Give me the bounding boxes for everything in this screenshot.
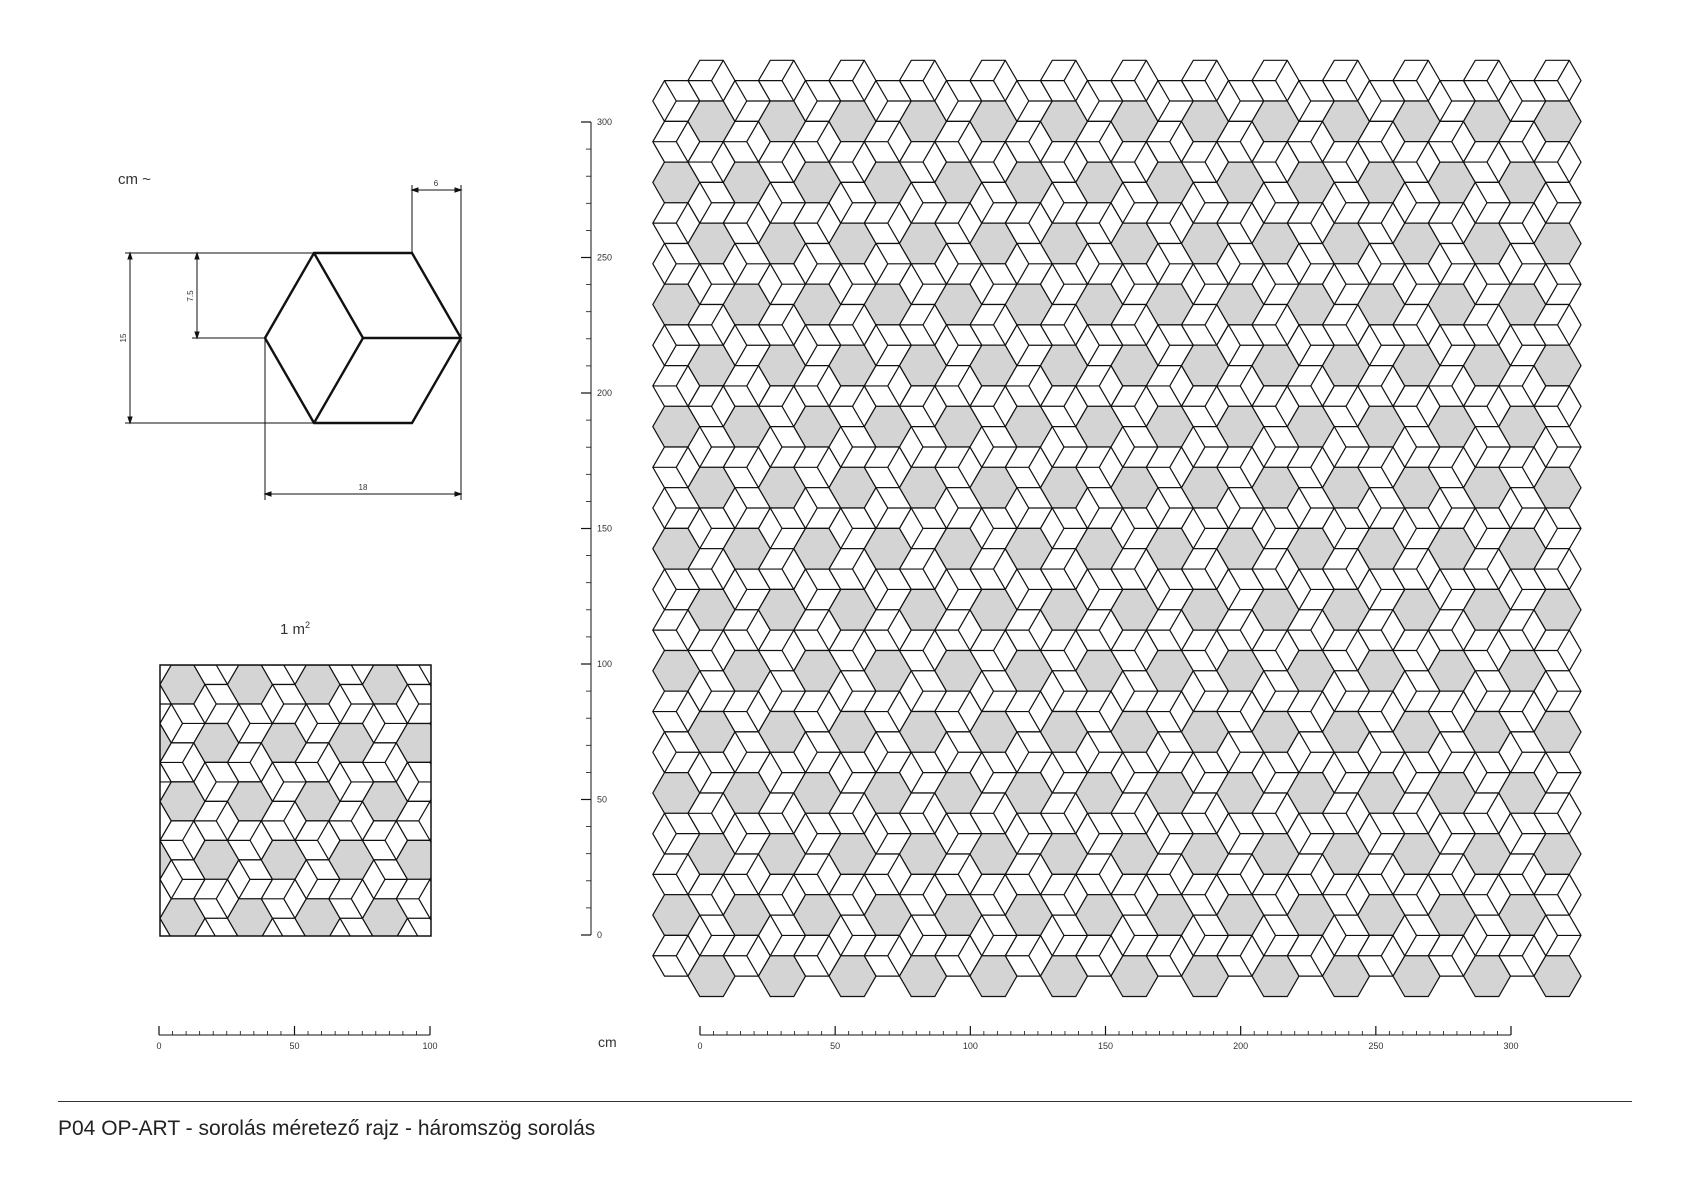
cube-outline (430, 938, 475, 977)
cube-edge (239, 646, 250, 665)
sample-square-tiling (126, 626, 475, 977)
cube-tile (160, 938, 205, 977)
footer-subtitle: - sorolás méretező rajz - háromszög sorolás (179, 1117, 596, 1140)
cube-edge (138, 704, 149, 723)
cube-edge (171, 938, 182, 957)
cube-tile (430, 626, 475, 665)
ruler-label: 150 (1097, 1041, 1114, 1051)
dimension-top-right (412, 185, 461, 338)
ruler-label: 50 (289, 1041, 300, 1051)
dim-label-height: 15 (119, 333, 128, 343)
area-exponent: 2 (305, 620, 311, 630)
cube-edge (149, 879, 160, 898)
cube-tile (363, 626, 408, 665)
cube-outline (160, 938, 205, 977)
cube-edge (149, 646, 160, 665)
module-detail-drawing (125, 185, 461, 500)
cube-outline (430, 821, 475, 860)
footer-divider (58, 1101, 1632, 1102)
cube-outline (430, 704, 475, 743)
cube-edge (453, 743, 464, 762)
unit-label: cm ~ (118, 171, 151, 188)
cube-tile (160, 626, 205, 665)
ruler-label: 0 (697, 1041, 703, 1051)
area-label (280, 620, 310, 638)
ruler-label: 300 (1503, 1041, 1519, 1051)
ruler-label: 50 (597, 794, 608, 805)
cube-edge (205, 938, 216, 957)
cube-tile (228, 626, 273, 665)
cube-edge (306, 957, 317, 976)
cube-edge (149, 801, 160, 820)
cube-tile (295, 938, 340, 977)
cube-outline (363, 938, 408, 977)
ruler-label: 150 (597, 523, 613, 534)
ruler-label: 0 (597, 930, 603, 940)
cube-edge (340, 938, 351, 957)
cube-tile (430, 743, 475, 782)
cube-edge (441, 704, 452, 723)
cube-edge (408, 938, 419, 957)
cube-edge (374, 646, 385, 665)
cube-edge (306, 938, 317, 957)
dimension-half-height (192, 253, 314, 338)
footer-title (58, 1117, 595, 1141)
ruler-label: 200 (597, 388, 613, 398)
cm-label: cm (598, 1034, 617, 1050)
cube-edge (138, 918, 149, 937)
cube-edge (216, 646, 227, 665)
ruler-label: 100 (422, 1041, 438, 1051)
cube-edge (453, 762, 464, 781)
grey-hex-tile (430, 665, 475, 704)
ruler-label: 250 (1368, 1041, 1384, 1051)
cube-edge (306, 646, 317, 665)
dim-label-top-right: 6 (433, 179, 439, 188)
cube-outline (363, 626, 408, 665)
cube-edge (149, 665, 160, 684)
large-horizontal-ruler (697, 1026, 1518, 1051)
cube-edge (441, 626, 452, 645)
cube-edge (239, 938, 250, 957)
cube-outline (228, 626, 273, 665)
cube-tile (430, 938, 475, 977)
cube-edge (453, 840, 464, 859)
cube-edge (273, 938, 284, 957)
cube-edge (171, 957, 182, 976)
ruler-label: 0 (156, 1041, 162, 1051)
cube-edge (441, 646, 452, 665)
full-tiling-pattern (653, 60, 1581, 996)
ruler-label: 100 (962, 1041, 978, 1051)
cube-tile (430, 821, 475, 860)
module-inner-edges (314, 253, 363, 423)
cube-edge (149, 821, 160, 840)
cube-tile (430, 704, 475, 743)
ruler-label: 250 (597, 252, 613, 263)
cube-edge (149, 899, 160, 918)
cube-edge (374, 957, 385, 976)
cube-outline (430, 626, 475, 665)
cube-tile (430, 860, 475, 899)
cube-edge (138, 684, 149, 703)
cube-outline (430, 743, 475, 782)
cube-edge (351, 646, 362, 665)
cube-edge (374, 938, 385, 957)
cube-outline (160, 626, 205, 665)
grey-hex-tile (430, 899, 475, 938)
vertical-ruler (581, 117, 612, 940)
cube-edge (453, 821, 464, 840)
ruler-label: 300 (597, 117, 613, 127)
cube-edge (171, 646, 182, 665)
cube-edge (239, 957, 250, 976)
footer-code: P04 OP-ART (58, 1117, 180, 1140)
area-value: 1 m (280, 621, 306, 638)
cube-edge (374, 626, 385, 645)
cube-edge (138, 782, 149, 801)
dim-label-width: 18 (358, 483, 368, 492)
cube-edge (239, 626, 250, 645)
cube-edge (441, 938, 452, 957)
cube-edge (441, 957, 452, 976)
dimension-width (265, 338, 461, 500)
cube-edge (284, 646, 295, 665)
cube-edge (441, 723, 452, 742)
cube-edge (171, 626, 182, 645)
cube-tile (363, 938, 408, 977)
cube-outline (295, 938, 340, 977)
cube-tile (228, 938, 273, 977)
cube-outline (430, 860, 475, 899)
cube-edge (441, 860, 452, 879)
cube-edge (138, 762, 149, 781)
ruler-label: 50 (830, 1041, 841, 1051)
cube-edge (138, 938, 149, 957)
cube-edge (419, 646, 430, 665)
grey-hex-tile (430, 782, 475, 821)
dim-label-half-height: 7.5 (186, 290, 195, 302)
cube-edge (441, 879, 452, 898)
cube-outline (228, 938, 273, 977)
ruler-label: 100 (597, 659, 613, 669)
ruler-label: 200 (1233, 1041, 1249, 1051)
small-horizontal-ruler (156, 1026, 437, 1051)
